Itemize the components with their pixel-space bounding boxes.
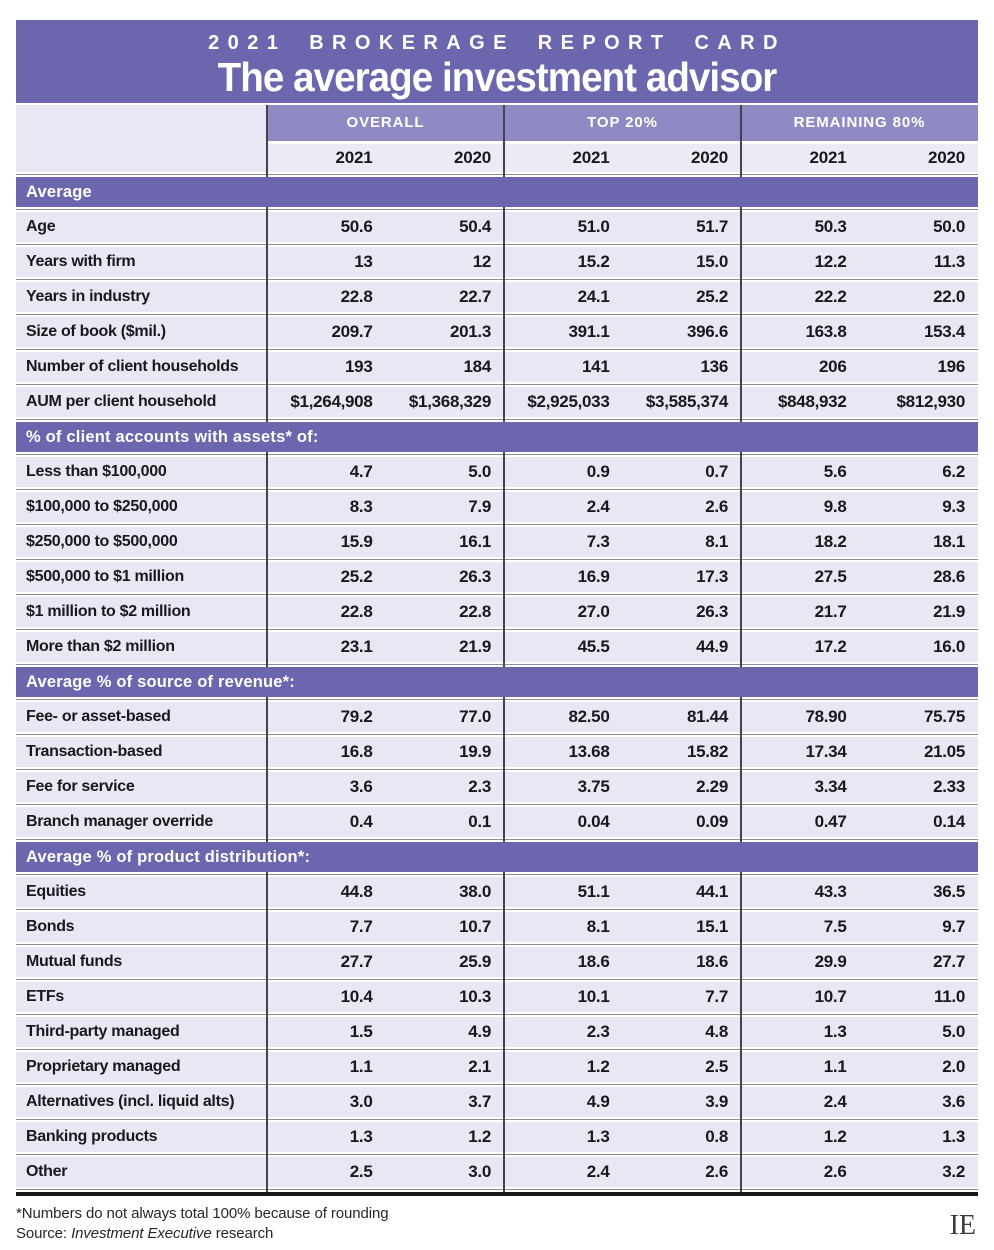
cell-value: 3.7	[468, 1092, 491, 1111]
cell-value: 3.0	[468, 1162, 491, 1181]
table-row	[16, 247, 978, 277]
cell-value: 2.5	[349, 1162, 373, 1181]
cell-value: 50.6	[340, 217, 373, 236]
row-label: Banking products	[26, 1128, 158, 1145]
cell-value: 13.68	[568, 742, 610, 761]
cell-value: 1.1	[349, 1057, 373, 1076]
cell-value: $1,368,329	[408, 392, 491, 411]
column-divider	[266, 105, 268, 1196]
cell-value: 15.2	[577, 252, 610, 271]
table-row	[16, 1122, 978, 1152]
cell-value: 10.4	[340, 987, 373, 1006]
cell-value: 82.50	[568, 707, 610, 726]
cell-value: 10.3	[459, 987, 491, 1006]
row-label: Number of client households	[26, 358, 239, 375]
table-row	[16, 632, 978, 662]
column-divider	[740, 105, 742, 1196]
table-row	[16, 912, 978, 942]
cell-value: 10.1	[577, 987, 610, 1006]
cell-value: 0.4	[349, 812, 373, 831]
section-header: Average	[16, 177, 978, 207]
column-group-header: OVERALL	[267, 105, 504, 141]
title-block	[16, 20, 978, 103]
table-row	[16, 282, 978, 312]
cell-value: 77.0	[459, 707, 491, 726]
row-label: Transaction-based	[26, 743, 163, 760]
cell-value: 12	[472, 252, 491, 271]
cell-value: 10.7	[459, 917, 491, 936]
cell-value: 0.9	[586, 462, 610, 481]
cell-value: 206	[819, 357, 847, 376]
year-header: 2021	[267, 144, 386, 172]
cell-value: 44.9	[696, 637, 728, 656]
cell-value: 24.1	[577, 287, 610, 306]
cell-value: 8.1	[586, 917, 610, 936]
cell-value: 3.6	[942, 1092, 965, 1111]
cell-value: 27.0	[577, 602, 610, 621]
table-row	[16, 562, 978, 592]
cell-value: 27.7	[340, 952, 373, 971]
cell-value: 9.3	[942, 497, 965, 516]
cell-value: 8.1	[705, 532, 728, 551]
row-label: Years with firm	[26, 253, 136, 270]
cell-value: 16.8	[340, 742, 373, 761]
row-label: More than $2 million	[26, 638, 175, 655]
cell-value: 4.9	[586, 1092, 610, 1111]
row-label: Less than $100,000	[26, 463, 167, 480]
row-label: $500,000 to $1 million	[26, 568, 184, 585]
row-label: Years in industry	[26, 288, 150, 305]
row-label: $1 million to $2 million	[26, 603, 191, 620]
cell-value: 8.3	[349, 497, 373, 516]
section-header: % of client accounts with assets* of:	[16, 422, 978, 452]
cell-value: 43.3	[814, 882, 847, 901]
row-label: $100,000 to $250,000	[26, 498, 178, 515]
cell-value: 50.0	[933, 217, 965, 236]
table-row	[16, 1017, 978, 1047]
cell-value: 9.7	[942, 917, 965, 936]
table-row	[16, 702, 978, 732]
table-row	[16, 597, 978, 627]
section-header: Average % of source of revenue*:	[16, 667, 978, 697]
table-row	[16, 772, 978, 802]
source-suffix: research	[211, 1225, 274, 1242]
row-label: Fee- or asset-based	[26, 708, 171, 725]
table-row	[16, 1087, 978, 1117]
cell-value: 2.29	[696, 777, 728, 796]
kicker-title: 2021 BROKERAGE REPORT CARD	[208, 32, 786, 54]
cell-value: 5.0	[468, 462, 491, 481]
year-header: 2020	[386, 144, 505, 172]
column-divider	[503, 105, 505, 1196]
table-row	[16, 807, 978, 837]
cell-value: 136	[700, 357, 728, 376]
cell-value: 16.9	[577, 567, 610, 586]
source-publication: Investment Executive	[71, 1225, 212, 1242]
row-label: Alternatives (incl. liquid alts)	[26, 1093, 235, 1110]
page-title: The average investment advisor	[217, 54, 777, 100]
cell-value: 38.0	[459, 882, 491, 901]
cell-value: 12.2	[814, 252, 847, 271]
cell-value: 2.4	[823, 1092, 847, 1111]
cell-value: 13	[354, 252, 373, 271]
row-label: AUM per client household	[26, 393, 217, 410]
year-header: 2021	[741, 144, 860, 172]
cell-value: 193	[345, 357, 373, 376]
cell-value: 4.9	[468, 1022, 491, 1041]
source-prefix: Source:	[16, 1225, 72, 1242]
cell-value: 7.3	[586, 532, 610, 551]
cell-value: 26.3	[459, 567, 491, 586]
cell-value: 27.5	[814, 567, 847, 586]
cell-value: 1.3	[586, 1127, 610, 1146]
cell-value: 75.75	[923, 707, 965, 726]
row-label: Equities	[26, 883, 86, 900]
cell-value: 81.44	[686, 707, 728, 726]
cell-value: $1,264,908	[290, 392, 373, 411]
year-header: 2020	[860, 144, 979, 172]
cell-value: 4.8	[705, 1022, 728, 1041]
table-bottom-rule	[16, 1192, 978, 1196]
cell-value: 25.2	[340, 567, 373, 586]
table-row	[16, 317, 978, 347]
row-label: Branch manager override	[26, 813, 213, 830]
cell-value: 7.7	[349, 917, 373, 936]
cell-value: 2.0	[942, 1057, 965, 1076]
cell-value: 22.2	[814, 287, 847, 306]
cell-value: 1.2	[586, 1057, 610, 1076]
cell-value: 1.3	[942, 1127, 965, 1146]
cell-value: 78.90	[805, 707, 847, 726]
cell-value: 28.6	[933, 567, 965, 586]
cell-value: $3,585,374	[645, 392, 728, 411]
cell-value: 201.3	[449, 322, 491, 341]
cell-value: 51.1	[577, 882, 610, 901]
cell-value: 1.3	[823, 1022, 847, 1041]
cell-value: 16.0	[933, 637, 965, 656]
cell-value: 7.5	[823, 917, 847, 936]
cell-value: 5.0	[942, 1022, 965, 1041]
cell-value: 10.7	[814, 987, 847, 1006]
row-label: ETFs	[26, 988, 64, 1005]
row-label: Third-party managed	[26, 1023, 180, 1040]
year-header: 2021	[504, 144, 623, 172]
table-row	[16, 982, 978, 1012]
cell-value: 18.2	[814, 532, 847, 551]
cell-value: 4.7	[349, 462, 373, 481]
cell-value: 22.8	[340, 287, 373, 306]
cell-value: 1.2	[823, 1127, 847, 1146]
corner-cell	[16, 105, 267, 172]
cell-value: 21.7	[814, 602, 847, 621]
cell-value: 29.9	[814, 952, 847, 971]
cell-value: 0.14	[933, 812, 965, 831]
table-row	[16, 947, 978, 977]
rounding-footnote: *Numbers do not always total 100% because of rounding	[16, 1205, 389, 1222]
cell-value: 5.6	[823, 462, 847, 481]
cell-value: 50.4	[459, 217, 491, 236]
cell-value: 21.05	[923, 742, 965, 761]
row-label: $250,000 to $500,000	[26, 533, 178, 550]
cell-value: 2.1	[468, 1057, 491, 1076]
cell-value: 2.6	[705, 497, 728, 516]
cell-value: 11.0	[934, 987, 965, 1006]
cell-value: 196	[937, 357, 965, 376]
footer	[16, 1196, 978, 1244]
cell-value: 396.6	[686, 322, 728, 341]
table-row	[16, 527, 978, 557]
publication-logo: IE	[949, 1210, 976, 1241]
cell-value: 21.9	[459, 637, 491, 656]
cell-value: 36.5	[933, 882, 965, 901]
cell-value: $2,925,033	[527, 392, 610, 411]
row-label: Size of book ($mil.)	[26, 323, 166, 340]
cell-value: 51.0	[577, 217, 610, 236]
cell-value: 23.1	[340, 637, 373, 656]
footnotes	[16, 1204, 388, 1244]
cell-value: 15.1	[696, 917, 728, 936]
cell-value: 17.34	[805, 742, 847, 761]
cell-value: 3.75	[577, 777, 610, 796]
cell-value: 22.7	[459, 287, 491, 306]
row-label: Bonds	[26, 918, 75, 935]
cell-value: 11.3	[934, 252, 965, 271]
cell-value: 209.7	[331, 322, 373, 341]
cell-value: 1.2	[468, 1127, 491, 1146]
cell-value: 7.9	[468, 497, 491, 516]
table-row	[16, 492, 978, 522]
cell-value: 3.2	[942, 1162, 965, 1181]
cell-value: 0.8	[705, 1127, 728, 1146]
cell-value: 163.8	[805, 322, 847, 341]
cell-value: 3.6	[349, 777, 373, 796]
cell-value: 141	[582, 357, 610, 376]
cell-value: 17.2	[814, 637, 847, 656]
cell-value: 45.5	[577, 637, 610, 656]
cell-value: 17.3	[696, 567, 728, 586]
table-row	[16, 877, 978, 907]
table-row	[16, 352, 978, 382]
cell-value: 50.3	[814, 217, 847, 236]
cell-value: 0.1	[468, 812, 491, 831]
table-row	[16, 1157, 978, 1187]
cell-value: $812,930	[896, 392, 965, 411]
report-card	[16, 20, 978, 1244]
cell-value: 1.3	[349, 1127, 373, 1146]
cell-value: 3.0	[349, 1092, 373, 1111]
cell-value: 22.8	[340, 602, 373, 621]
row-label: Fee for service	[26, 778, 135, 795]
cell-value: 15.9	[340, 532, 373, 551]
cell-value: 2.4	[586, 1162, 610, 1181]
section-header: Average % of product distribution*:	[16, 842, 978, 872]
year-header: 2020	[623, 144, 742, 172]
cell-value: 6.2	[942, 462, 965, 481]
cell-value: 2.33	[933, 777, 965, 796]
cell-value: 18.6	[577, 952, 610, 971]
cell-value: 26.3	[696, 602, 728, 621]
cell-value: 153.4	[923, 322, 965, 341]
cell-value: 21.9	[933, 602, 965, 621]
cell-value: 25.9	[459, 952, 491, 971]
column-group-header: REMAINING 80%	[741, 105, 978, 141]
cell-value: 391.1	[568, 322, 610, 341]
cell-value: 44.1	[696, 882, 728, 901]
cell-value: 2.3	[586, 1022, 610, 1041]
cell-value: 22.8	[459, 602, 491, 621]
cell-value: 2.6	[823, 1162, 847, 1181]
cell-value: $848,932	[777, 392, 847, 411]
cell-value: 1.5	[349, 1022, 373, 1041]
cell-value: 18.6	[696, 952, 728, 971]
cell-value: 79.2	[340, 707, 373, 726]
source-line	[16, 1224, 388, 1244]
cell-value: 0.09	[696, 812, 728, 831]
cell-value: 19.9	[459, 742, 491, 761]
cell-value: 25.2	[696, 287, 728, 306]
cell-value: 2.3	[468, 777, 491, 796]
cell-value: 2.5	[705, 1057, 728, 1076]
cell-value: 2.4	[586, 497, 610, 516]
row-label: Mutual funds	[26, 953, 122, 970]
cell-value: 7.7	[705, 987, 728, 1006]
table-row	[16, 212, 978, 242]
cell-value: 27.7	[933, 952, 965, 971]
cell-value: 2.6	[705, 1162, 728, 1181]
row-label: Age	[26, 218, 56, 235]
cell-value: 9.8	[823, 497, 847, 516]
row-label: Proprietary managed	[26, 1058, 181, 1075]
cell-value: 16.1	[459, 532, 491, 551]
column-header-row	[16, 105, 978, 172]
cell-value: 15.0	[696, 252, 728, 271]
row-label: Other	[26, 1163, 68, 1180]
cell-value: 3.34	[814, 777, 847, 796]
cell-value: 15.82	[686, 742, 728, 761]
cell-value: 44.8	[340, 882, 373, 901]
data-table	[16, 105, 978, 1196]
cell-value: 184	[463, 357, 491, 376]
cell-value: 0.04	[577, 812, 610, 831]
cell-value: 3.9	[705, 1092, 728, 1111]
table-row	[16, 1052, 978, 1082]
cell-value: 0.47	[814, 812, 847, 831]
table-row	[16, 387, 978, 417]
cell-value: 0.7	[705, 462, 728, 481]
cell-value: 1.1	[823, 1057, 847, 1076]
cell-value: 51.7	[696, 217, 728, 236]
cell-value: 18.1	[933, 532, 965, 551]
table-row	[16, 457, 978, 487]
cell-value: 22.0	[933, 287, 965, 306]
table-row	[16, 737, 978, 767]
column-group-header: TOP 20%	[504, 105, 741, 141]
